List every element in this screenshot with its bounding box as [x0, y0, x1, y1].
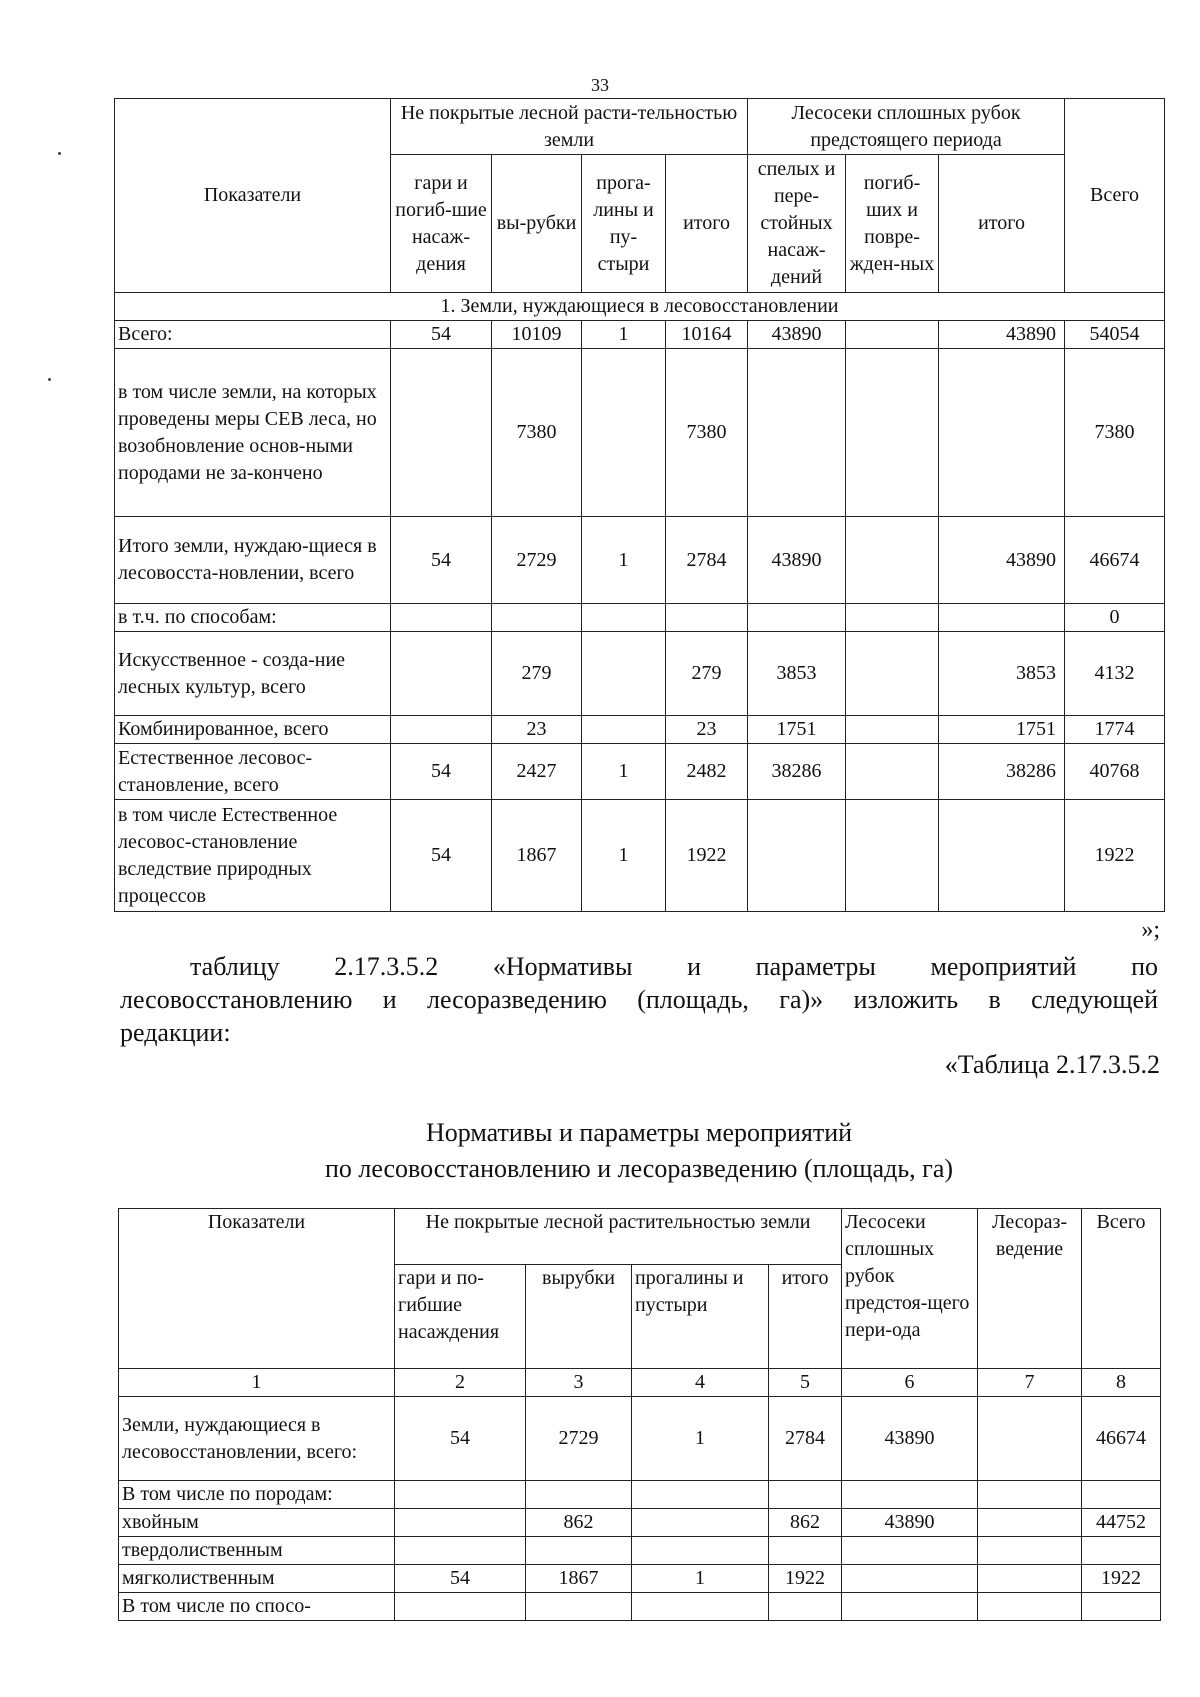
header-cutting-areas: Лесосеки сплошных рубок предстоя-щего пери-ода	[842, 1209, 978, 1369]
cell	[842, 1481, 978, 1509]
row-label: в том числе земли, на которых проведены меры СЕВ леса, но возобновление основ-ными породами не за-кончено	[115, 349, 391, 517]
cell: 1	[582, 321, 666, 349]
column-number: 6	[842, 1369, 978, 1397]
cell: 3853	[748, 632, 846, 716]
subheader-burned: гари и погиб-шие насаж-дения	[391, 155, 492, 293]
cell	[939, 349, 1065, 517]
cell	[666, 604, 748, 632]
cell: 46674	[1082, 1397, 1161, 1481]
header-not-covered-lands: Не покрытые лесной расти-тельностью земли	[391, 99, 748, 155]
page-number: 33	[591, 75, 609, 95]
row-label: хвойным	[119, 1509, 395, 1537]
cell: 1751	[748, 716, 846, 744]
table-row	[115, 349, 1165, 517]
cell	[632, 1537, 769, 1565]
cell: 54	[391, 744, 492, 800]
table-row	[115, 321, 1165, 349]
cell: 1922	[1082, 1565, 1161, 1593]
column-number: 5	[769, 1369, 842, 1397]
table-row	[115, 517, 1165, 604]
header-not-covered-lands: Не покрытые лесной растительностью земли	[395, 1209, 842, 1265]
subheader-burned: гари и по-гибшие насаждения	[395, 1265, 526, 1369]
cell: 43890	[842, 1397, 978, 1481]
cell	[1082, 1481, 1161, 1509]
cell	[846, 716, 939, 744]
column-numbers-row	[119, 1369, 1161, 1397]
cell: 23	[492, 716, 582, 744]
table-caption: «Таблица 2.17.3.5.2	[944, 1050, 1160, 1079]
cell: 7380	[492, 349, 582, 517]
cell: 4132	[1065, 632, 1165, 716]
cell	[748, 604, 846, 632]
paragraph-line: таблицу 2.17.3.5.2 «Нормативы и параметры мероприятий по	[190, 952, 1158, 981]
cell: 862	[769, 1509, 842, 1537]
table-row	[119, 1537, 1161, 1565]
cell: 46674	[1065, 517, 1165, 604]
table-row	[115, 604, 1165, 632]
amendment-paragraph	[120, 950, 1158, 1049]
cell: 1	[582, 517, 666, 604]
cell: 1867	[492, 800, 582, 912]
cell	[1082, 1537, 1161, 1565]
cell	[939, 800, 1065, 912]
cell: 43890	[748, 517, 846, 604]
table-row	[119, 1593, 1161, 1621]
subheader-cuttings: вырубки	[526, 1265, 632, 1369]
cell: 1	[632, 1397, 769, 1481]
cell	[1082, 1593, 1161, 1621]
cell	[842, 1537, 978, 1565]
column-number: 8	[1082, 1369, 1161, 1397]
subheader-subtotal: итого	[666, 155, 748, 293]
cell	[842, 1593, 978, 1621]
cell: 54	[391, 517, 492, 604]
cell	[978, 1481, 1082, 1509]
cell	[748, 349, 846, 517]
cell: 43890	[939, 517, 1065, 604]
cell: 7380	[1065, 349, 1165, 517]
cell	[526, 1537, 632, 1565]
cell	[395, 1509, 526, 1537]
column-number: 3	[526, 1369, 632, 1397]
row-label: В том числе по породам:	[119, 1481, 395, 1509]
cell: 2729	[526, 1397, 632, 1481]
cell	[846, 744, 939, 800]
cell: 44752	[1082, 1509, 1161, 1537]
row-label: В том числе по спосо-	[119, 1593, 395, 1621]
cell: 1922	[769, 1565, 842, 1593]
cell	[526, 1593, 632, 1621]
column-number: 4	[632, 1369, 769, 1397]
subheader-subtotal: итого	[769, 1265, 842, 1369]
row-label: Итого земли, нуждаю-щиеся в лесовосста-новлении, всего	[115, 517, 391, 604]
cell	[842, 1565, 978, 1593]
paragraph-line: лесовосстановлению и лесоразведению (площадь, га)» изложить в следующей	[120, 985, 1158, 1014]
subheader-damaged: погиб-ших и повре-жден-ных	[846, 155, 939, 293]
subheader-cutting-subtotal: итого	[939, 155, 1065, 293]
cell	[582, 716, 666, 744]
cell	[846, 800, 939, 912]
subheader-glades: прога-лины и пу-стыри	[582, 155, 666, 293]
cell: 2784	[769, 1397, 842, 1481]
header-cutting-areas: Лесосеки сплошных рубок предстоящего периода	[748, 99, 1065, 155]
table-row	[119, 1509, 1161, 1537]
cell	[632, 1509, 769, 1537]
cell: 2729	[492, 517, 582, 604]
subheader-cuttings: вы-рубки	[492, 155, 582, 293]
cell	[526, 1481, 632, 1509]
header-total: Всего	[1082, 1209, 1161, 1369]
table-row	[115, 800, 1165, 912]
table-title-line: Нормативы и параметры мероприятий	[425, 1118, 853, 1147]
cell: 43890	[939, 321, 1065, 349]
row-label: мягколиственным	[119, 1565, 395, 1593]
cell	[769, 1593, 842, 1621]
cell: 862	[526, 1509, 632, 1537]
cell: 43890	[842, 1509, 978, 1537]
cell: 10109	[492, 321, 582, 349]
row-label: в т.ч. по способам:	[115, 604, 391, 632]
cell: 1922	[1065, 800, 1165, 912]
cell	[846, 604, 939, 632]
cell: 1922	[666, 800, 748, 912]
table-row	[115, 744, 1165, 800]
row-label: Естественное лесовос-становление, всего	[115, 744, 391, 800]
header-indicators: Показатели	[119, 1209, 395, 1369]
standards-table	[118, 1208, 1161, 1621]
cell: 2482	[666, 744, 748, 800]
cell	[391, 349, 492, 517]
cell: 38286	[748, 744, 846, 800]
table-row	[119, 1397, 1161, 1481]
cell	[395, 1537, 526, 1565]
cell	[748, 800, 846, 912]
cell: 40768	[1065, 744, 1165, 800]
table-title-line: по лесовосстановлению и лесоразведению (площадь, га)	[324, 1154, 954, 1183]
cell: 54	[395, 1397, 526, 1481]
cell	[978, 1593, 1082, 1621]
cell	[492, 604, 582, 632]
cell: 1774	[1065, 716, 1165, 744]
row-label: Всего:	[115, 321, 391, 349]
cell: 54	[395, 1565, 526, 1593]
row-label: твердолиственным	[119, 1537, 395, 1565]
cell	[939, 604, 1065, 632]
cell	[846, 632, 939, 716]
cell	[978, 1565, 1082, 1593]
cell	[769, 1537, 842, 1565]
margin-dot	[48, 378, 51, 381]
cell: 0	[1065, 604, 1165, 632]
cell	[582, 349, 666, 517]
cell: 279	[666, 632, 748, 716]
row-label: в том числе Естественное лесовос-становление вследствие природных процессов	[115, 800, 391, 912]
column-number: 7	[978, 1369, 1082, 1397]
cell	[846, 321, 939, 349]
cell: 54	[391, 800, 492, 912]
cell: 23	[666, 716, 748, 744]
cell	[391, 716, 492, 744]
cell	[846, 517, 939, 604]
cell	[632, 1481, 769, 1509]
column-number: 1	[119, 1369, 395, 1397]
subheader-mature: спелых и пере-стойных насаж-дений	[748, 155, 846, 293]
cell	[395, 1481, 526, 1509]
cell	[391, 632, 492, 716]
header-total: Всего	[1065, 99, 1165, 293]
margin-dot	[58, 152, 61, 155]
cell	[769, 1481, 842, 1509]
cell	[978, 1509, 1082, 1537]
cell: 1867	[526, 1565, 632, 1593]
header-afforestation: Лесораз-ведение	[978, 1209, 1082, 1369]
cell: 2427	[492, 744, 582, 800]
cell: 1	[582, 744, 666, 800]
cell: 10164	[666, 321, 748, 349]
cell	[582, 604, 666, 632]
table-row	[115, 632, 1165, 716]
cell: 38286	[939, 744, 1065, 800]
paragraph-line: редакции:	[120, 1018, 231, 1047]
cell: 1	[582, 800, 666, 912]
subheader-glades: прогалины и пустыри	[632, 1265, 769, 1369]
cell	[978, 1397, 1082, 1481]
cell	[632, 1593, 769, 1621]
cell	[582, 632, 666, 716]
forest-regeneration-table	[114, 98, 1165, 912]
table-row	[115, 716, 1165, 744]
table-row	[119, 1565, 1161, 1593]
column-number: 2	[395, 1369, 526, 1397]
cell: 1751	[939, 716, 1065, 744]
table-row	[119, 1481, 1161, 1509]
header-indicators: Показатели	[115, 99, 391, 293]
cell: 54054	[1065, 321, 1165, 349]
row-label: Комбинированное, всего	[115, 716, 391, 744]
table-title	[0, 1115, 1200, 1187]
cell	[978, 1537, 1082, 1565]
cell: 2784	[666, 517, 748, 604]
row-label: Искусственное - созда-ние лесных культур, всего	[115, 632, 391, 716]
cell	[391, 604, 492, 632]
cell: 54	[391, 321, 492, 349]
row-label: Земли, нуждающиеся в лесовосстановлении, всего:	[119, 1397, 395, 1481]
cell	[846, 349, 939, 517]
cell: 7380	[666, 349, 748, 517]
section-title: 1. Земли, нуждающиеся в лесовосстановлении	[115, 293, 1165, 321]
cell: 3853	[939, 632, 1065, 716]
closing-quote: »;	[1141, 917, 1160, 943]
cell: 43890	[748, 321, 846, 349]
cell: 1	[632, 1565, 769, 1593]
cell: 279	[492, 632, 582, 716]
cell	[395, 1593, 526, 1621]
